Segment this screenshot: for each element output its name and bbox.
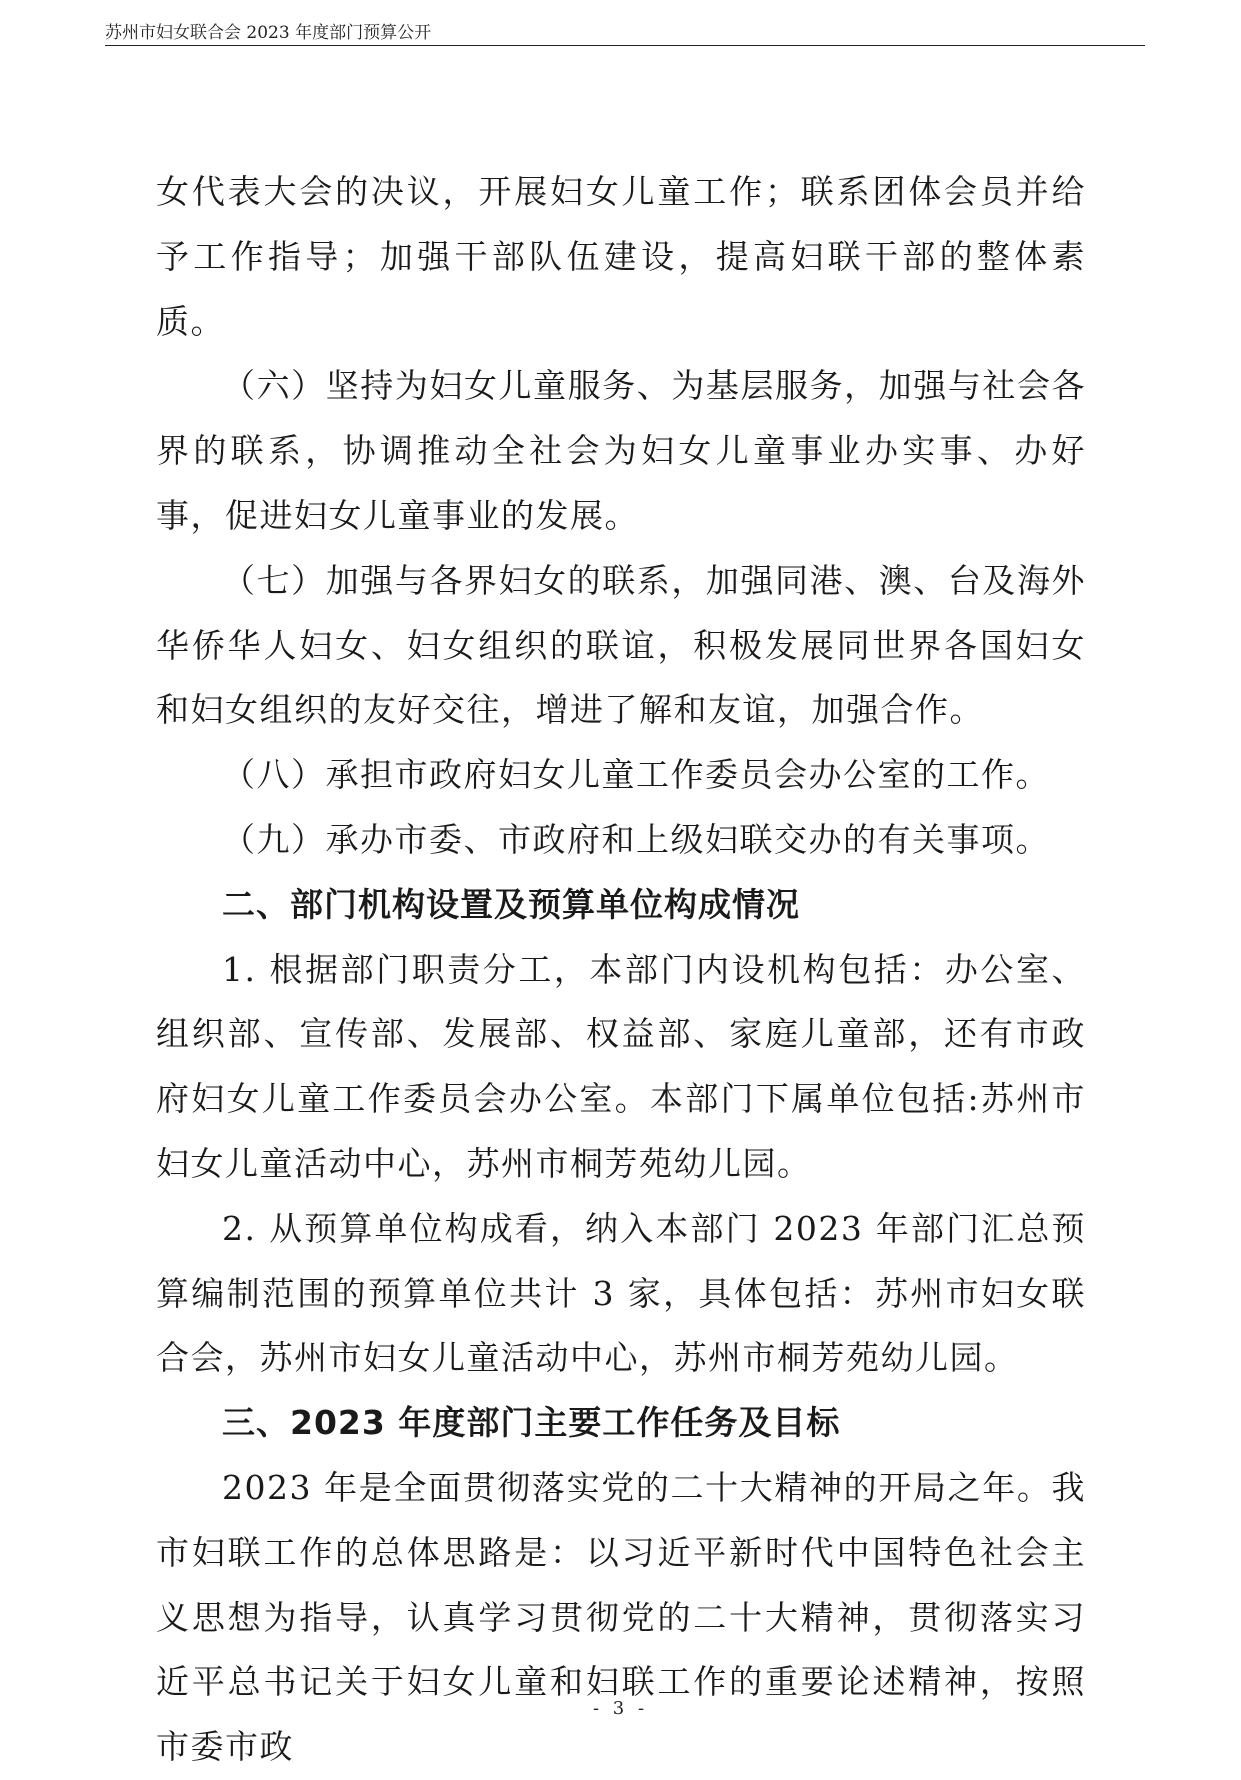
paragraph-item-8: （八）承担市政府妇女儿童工作委员会办公室的工作。 bbox=[222, 755, 1050, 795]
paragraph-structure-1: 1. 根据部门职责分工，本部门内设机构包括：办公室、组织部、宣传部、发展部、权益部、家庭儿童部，还有市政府妇女儿童工作委员会办公室。本部门下属单位包括:苏州市妇女儿童活动中心，苏州市桐芳苑幼儿园。 bbox=[156, 949, 1086, 1183]
document-header-title: 苏州市妇女联合会 2023 年度部门预算公开 bbox=[105, 23, 432, 43]
paragraph-item-9: （九）承办市委、市政府和上级妇联交办的有关事项。 bbox=[222, 819, 1050, 859]
header-divider bbox=[105, 45, 1145, 46]
page-number: - 3 - bbox=[592, 1698, 649, 1719]
paragraph-item-6: （六）坚持为妇女儿童服务、为基层服务，加强与社会各界的联系，协调推动全社会为妇女儿童事业办实事、办好事，促进妇女儿童事业的发展。 bbox=[156, 366, 1086, 535]
paragraph-structure-2: 2. 从预算单位构成看，纳入本部门 2023 年部门汇总预算编制范围的预算单位共计 3 家，具体包括：苏州市妇女联合会，苏州市妇女儿童活动中心，苏州市桐芳苑幼儿园。 bbox=[156, 1208, 1086, 1378]
section-heading-2: 二、部门机构设置及预算单位构成情况 bbox=[222, 884, 800, 924]
paragraph-tasks-intro: 2023 年是全面贯彻落实党的二十大精神的开局之年。我市妇联工作的总体思路是：以习近平新时代中国特色社会主义思想为指导，认真学习贯彻党的二十大精神，贯彻落实习近平总书记关于妇女儿童和妇联工作的重要论述精神，按照市委市政 bbox=[156, 1467, 1086, 1767]
section-heading-3: 三、2023 年度部门主要工作任务及目标 bbox=[222, 1403, 841, 1443]
paragraph-item-7: （七）加强与各界妇女的联系，加强同港、澳、台及海外华侨华人妇女、妇女组织的联谊，积极发展同世界各国妇女和妇女组织的友好交往，增进了解和友谊，加强合作。 bbox=[156, 560, 1086, 730]
document-body bbox=[156, 160, 1086, 1780]
paragraph-continued: 女代表大会的决议，开展妇女儿童工作；联系团体会员并给予工作指导；加强干部队伍建设，提高妇联干部的整体素质。 bbox=[156, 172, 1086, 341]
